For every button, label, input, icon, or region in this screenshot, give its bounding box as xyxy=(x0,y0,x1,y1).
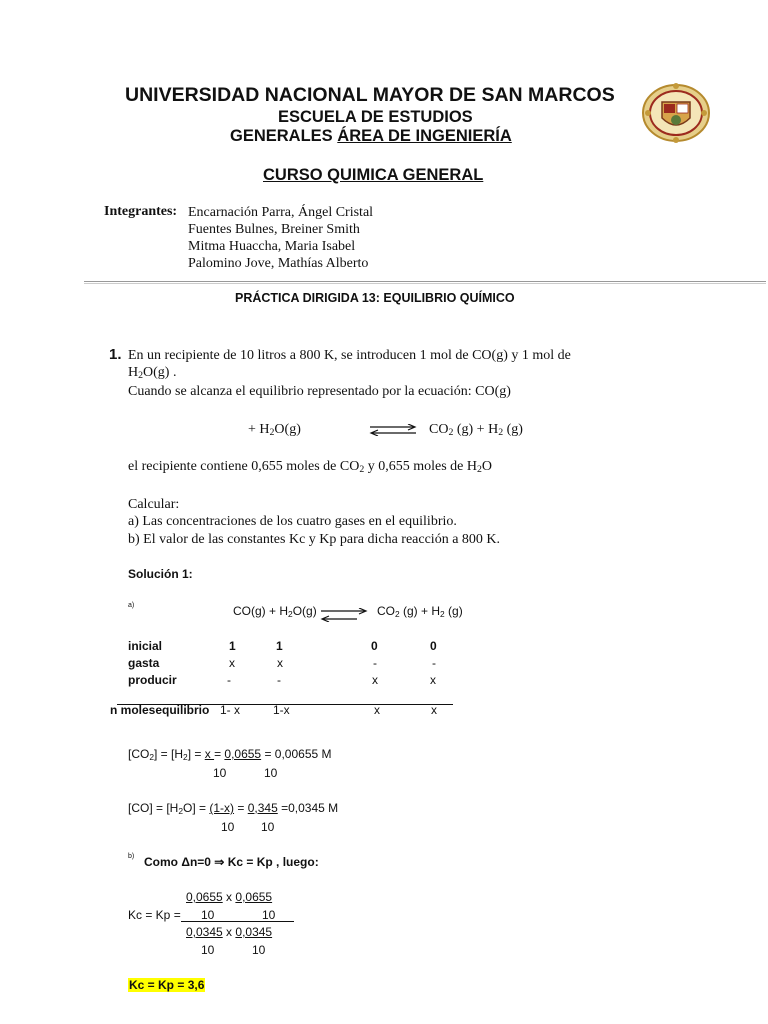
school-line-2: GENERALES ÁREA DE INGENIERÍA xyxy=(230,127,512,145)
table-cell: x xyxy=(374,703,380,717)
practice-title: PRÁCTICA DIRIGIDA 13: EQUILIBRIO QUÍMICO xyxy=(235,291,515,305)
denominator: 10 xyxy=(221,820,235,834)
table-cell: 1- x xyxy=(220,703,241,717)
table-cell: x xyxy=(372,673,378,687)
section-divider xyxy=(84,281,766,282)
university-seal-icon xyxy=(640,82,712,144)
team-label: Integrantes: xyxy=(104,204,178,219)
denominator: 10 xyxy=(201,908,215,922)
table-cell: x xyxy=(431,703,437,717)
question-a: a) Las concentraciones de los cuatro gases en el equilibrio. xyxy=(128,514,457,529)
team-member: Palomino Jove, Mathías Alberto xyxy=(188,256,369,271)
table-row-label: producir xyxy=(128,673,177,687)
section-divider-shadow xyxy=(84,283,766,284)
team-member: Mitma Huaccha, Maria Isabel xyxy=(188,239,356,254)
final-answer: Kc = Kp = 3,6 xyxy=(129,978,205,992)
concentration-equation-2: $[CO] = [H_2O] = (1-x) = 0,345 =0,0345$ M xyxy=(128,801,339,816)
problem-text-line-1: En un recipiente de 10 litros a 800 K, se introducen 1 mol de CO(g) y 1 mol de xyxy=(128,348,571,363)
part-b-marker: b) xyxy=(128,853,135,860)
equation-left: + $H_2O(g)$ xyxy=(248,422,301,438)
table-cell: 0 xyxy=(371,639,378,653)
equilibrium-arrow-icon xyxy=(368,424,418,436)
denominator: 10 xyxy=(201,943,215,957)
university-name: UNIVERSIDAD NACIONAL MAYOR DE SAN MARCOS xyxy=(125,84,615,106)
team-members xyxy=(188,204,373,272)
table-cell: x xyxy=(277,656,283,670)
problem-contents: el recipiente contiene 0,655 moles de $CO_2$ y 0,655 moles de $H_2O$ xyxy=(128,459,493,475)
fraction-bar xyxy=(181,921,294,922)
denominator: 10 xyxy=(262,908,276,922)
denominator: 10 xyxy=(252,943,266,957)
question-b: b) El valor de las constantes Kc y Kp para dicha reacción a 800 K. xyxy=(128,532,501,547)
table-row-label: gasta xyxy=(128,656,160,670)
table-cell: x xyxy=(430,673,436,687)
team-member: Encarnación Parra, Ángel Cristal xyxy=(188,205,374,220)
reaction-right: $CO_2$ $(g) + H_2$ (g) xyxy=(377,604,463,619)
kc-numerator: 0,0655 x 0,0655 xyxy=(186,890,273,904)
reaction-left: $CO(g) + H_2O(g)$ xyxy=(233,604,317,619)
table-cell: 1 xyxy=(276,639,283,653)
table-cell: 1 xyxy=(229,639,236,653)
table-cell: - xyxy=(432,656,436,670)
table-cell: - xyxy=(227,673,231,687)
part-b-text: Como Δn=0 ⇒ Kc = Kp , luego: xyxy=(144,855,319,869)
denominator: 10 xyxy=(261,820,275,834)
reaction-arrow-icon xyxy=(319,608,369,622)
table-cell: x xyxy=(229,656,235,670)
table-cell: 1-x xyxy=(273,703,290,717)
problem-text-line-2: $H_2O(g)$ . xyxy=(128,365,177,381)
table-row-label: n molesequilibrio xyxy=(110,703,210,717)
kc-denominator: 0,0345 x 0,0345 xyxy=(186,925,273,939)
denominator: 10 xyxy=(213,766,227,780)
table-cell: - xyxy=(277,673,281,687)
problem-number: 1. xyxy=(109,346,122,363)
team-member: Fuentes Bulnes, Breiner Smith xyxy=(188,222,360,237)
part-a-marker: a) xyxy=(128,602,135,609)
table-row-label: inicial xyxy=(128,639,163,653)
denominator: 10 xyxy=(264,766,278,780)
concentration-equation-1: $[CO_2] = [H_2] = x = 0,0655 = 0,00655$ M xyxy=(128,747,332,762)
course-title: CURSO QUIMICA GENERAL xyxy=(263,166,484,184)
problem-text-line-3: Cuando se alcanza el equilibrio representado por la ecuación: CO(g) xyxy=(128,384,511,399)
school-line-1: ESCUELA DE ESTUDIOS xyxy=(278,108,473,126)
table-cell: - xyxy=(373,656,377,670)
table-cell: 0 xyxy=(430,639,437,653)
solution-title: Solución 1: xyxy=(128,567,193,581)
calc-label: Calcular: xyxy=(128,497,180,512)
kc-lhs: Kc = Kp = xyxy=(128,908,181,922)
equation-right: $CO_2$ $(g) + H_2$ (g) xyxy=(429,422,523,438)
